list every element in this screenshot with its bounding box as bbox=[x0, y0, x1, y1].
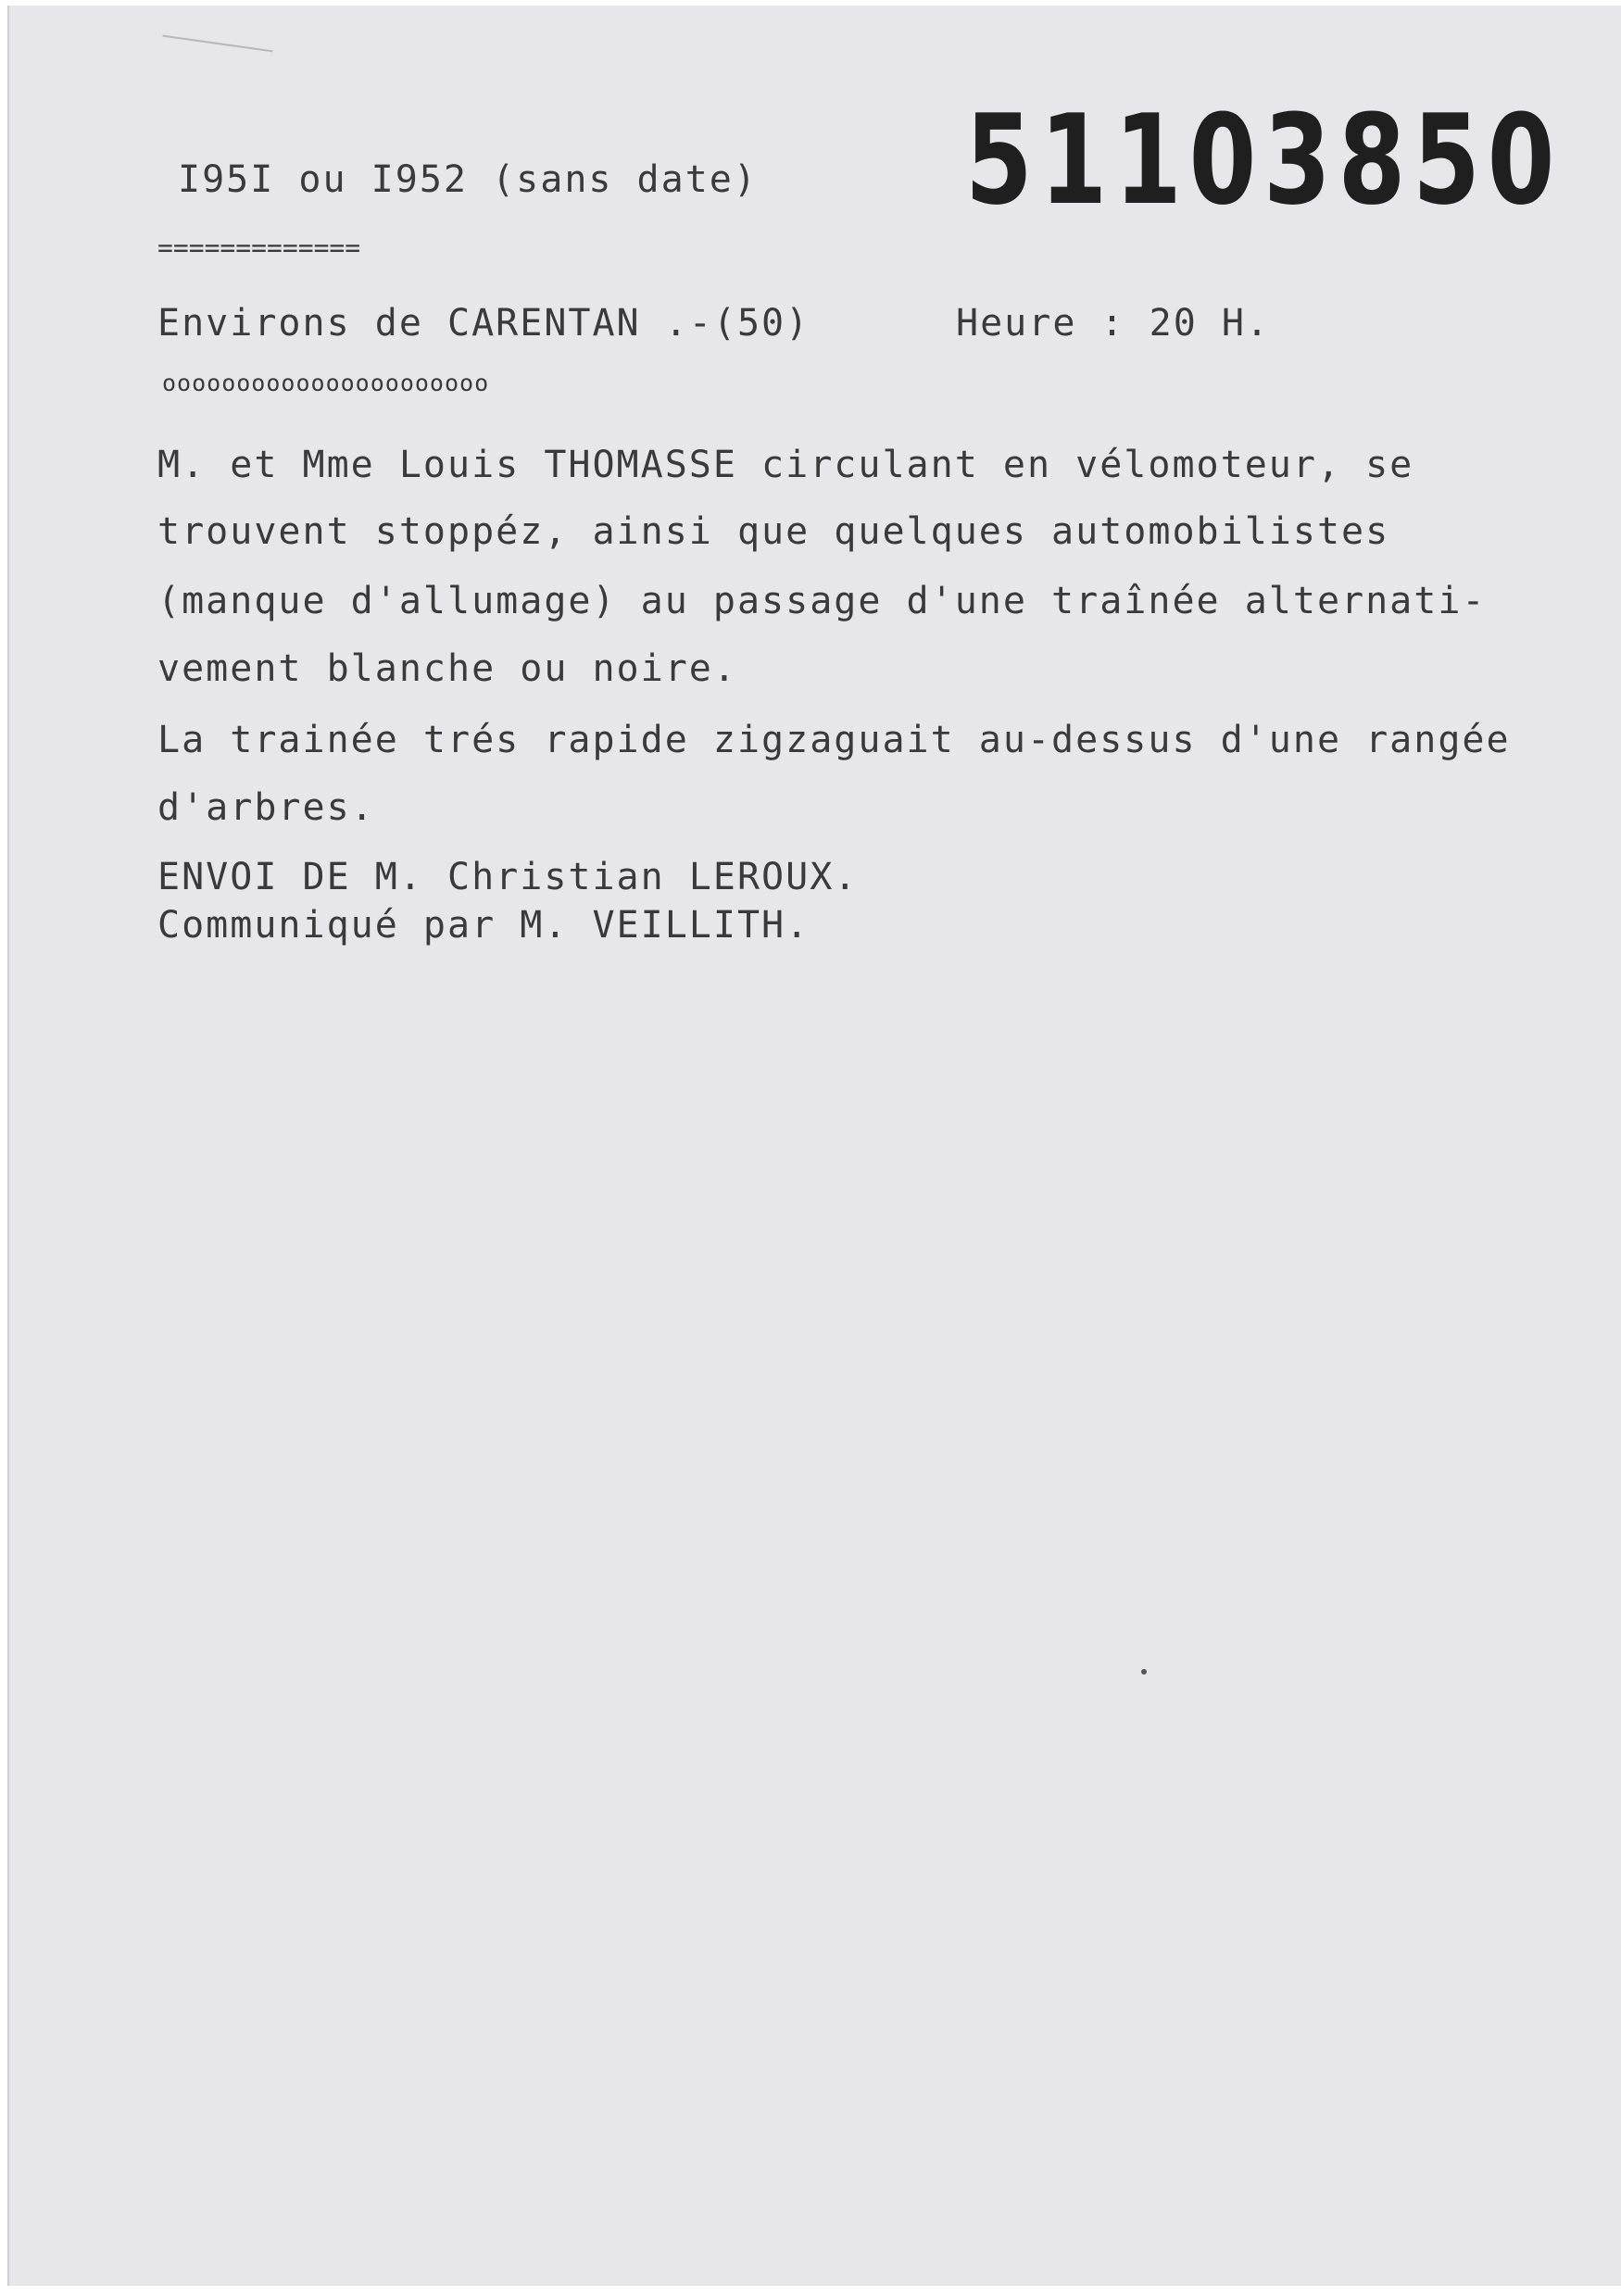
date-underline: ============= bbox=[157, 232, 361, 263]
body-line: trouvent stoppéz, ainsi que quelques automobilistes bbox=[157, 510, 1390, 553]
communicated-line: Communiqué par M. VEILLITH. bbox=[157, 904, 810, 947]
reference-number: 51103850 bbox=[965, 88, 1563, 232]
body-line: vement blanche ou noire. bbox=[157, 647, 737, 690]
sender-line: ENVOI DE M. Christian LEROUX. bbox=[157, 856, 859, 898]
body-line: M. et Mme Louis THOMASSE circulant en vélomoteur, se bbox=[157, 444, 1414, 486]
body-line: d'arbres. bbox=[157, 786, 375, 829]
location-line: Environs de CARENTAN .-(50) bbox=[157, 302, 810, 345]
ink-dot bbox=[1141, 1669, 1147, 1675]
body-line: (manque d'allumage) au passage d'une traînée alternati- bbox=[157, 580, 1487, 622]
body-line: La trainée trés rapide zigzaguait au-dessus d'une rangée bbox=[157, 719, 1511, 761]
document-page bbox=[7, 6, 1621, 2286]
paper-scratch bbox=[162, 35, 272, 53]
separator-line: oooooooooooooooooooooo bbox=[162, 370, 490, 396]
date-line: I95I ou I952 (sans date) bbox=[178, 158, 758, 201]
time-line: Heure : 20 H. bbox=[956, 302, 1271, 345]
